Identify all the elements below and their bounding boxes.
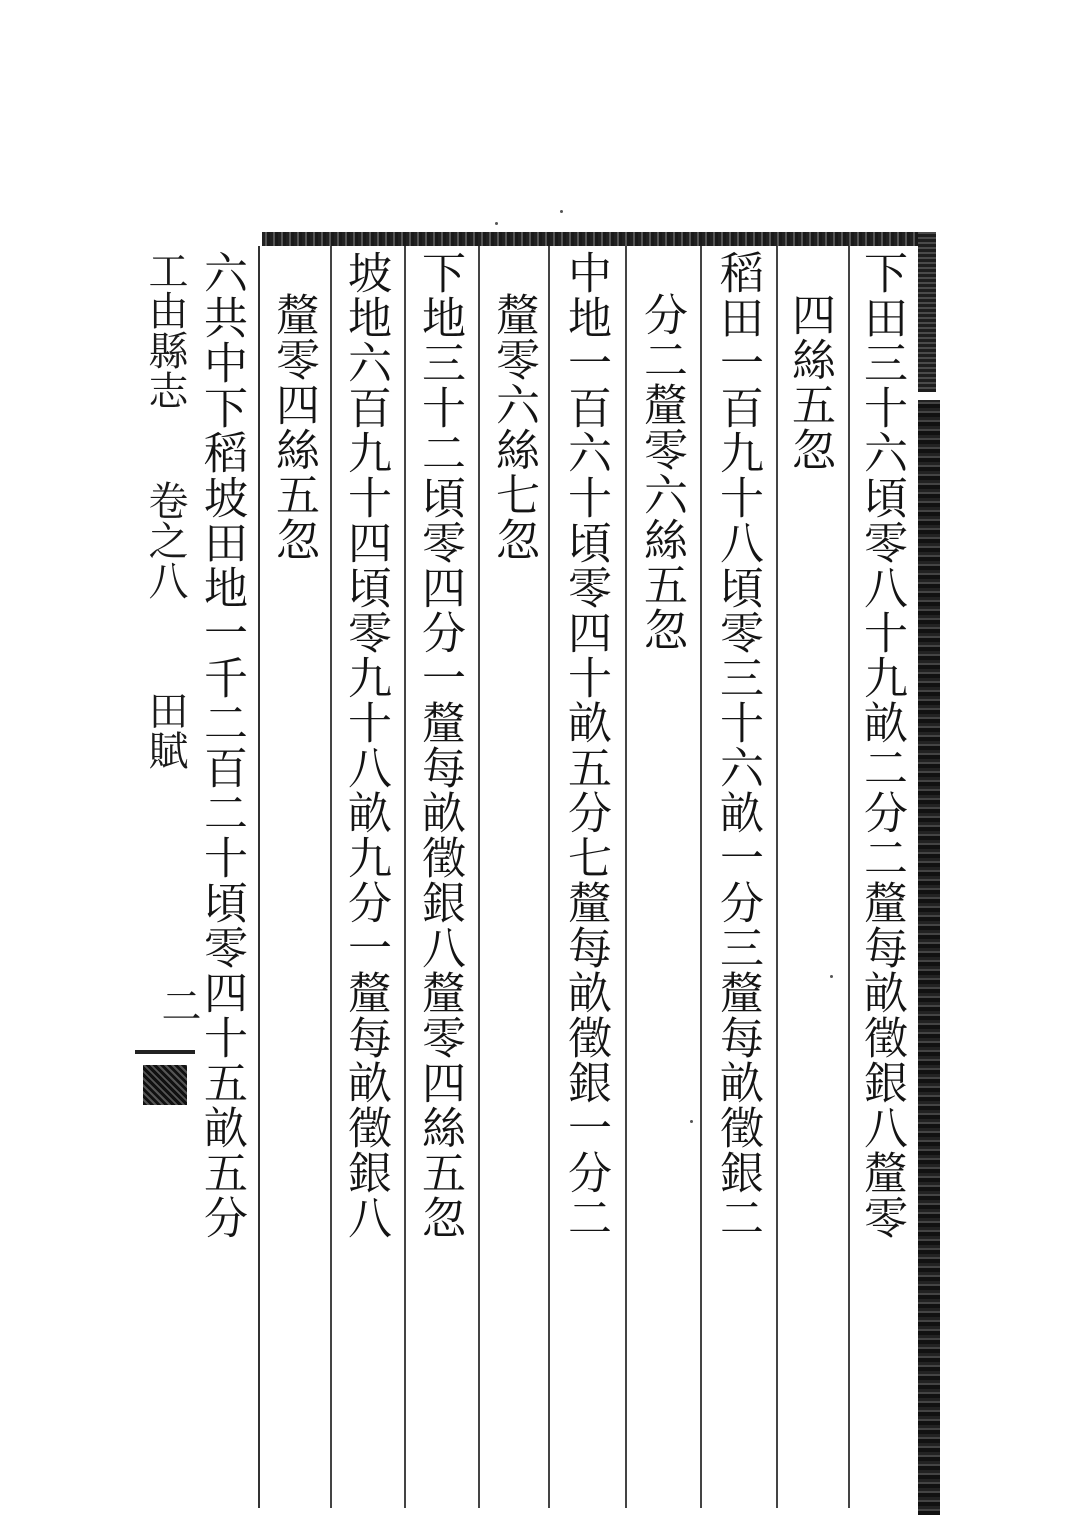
column-rule bbox=[548, 246, 550, 1508]
column-rule bbox=[478, 246, 480, 1508]
scan-speck bbox=[690, 1120, 693, 1123]
text-column-10: 六共中下稻坡田地一千二百二十頃零四十五畝五分 bbox=[196, 250, 247, 1240]
text-column-4: 分二釐零六絲五忽 bbox=[636, 292, 687, 652]
margin-section: 田賦 bbox=[142, 690, 188, 770]
frame-right-border-upper bbox=[918, 232, 936, 392]
text-column-3: 稻田一百九十八頃零三十六畝一分三釐每畝徵銀二 bbox=[712, 250, 763, 1240]
column-rule bbox=[625, 246, 627, 1508]
text-column-2: 四絲五忽 bbox=[784, 292, 835, 472]
column-rule bbox=[776, 246, 778, 1508]
column-rule bbox=[700, 246, 702, 1508]
fishtail-mark bbox=[135, 1050, 195, 1054]
text-column-7: 下地三十二頃零四分一釐每畝徵銀八釐零四絲五忽 bbox=[414, 250, 465, 1240]
scan-speck bbox=[560, 210, 563, 213]
fishtail-block bbox=[143, 1065, 187, 1105]
folio-number: 二 bbox=[155, 985, 201, 1025]
margin-volume: 卷之八 bbox=[142, 480, 188, 600]
text-column-8: 坡地六百九十四頃零九十八畝九分一釐每畝徵銀八 bbox=[340, 250, 391, 1240]
frame-top-border bbox=[262, 232, 936, 246]
text-column-1: 下田三十六頃零八十九畝二分二釐每畝徵銀八釐零 bbox=[856, 250, 907, 1240]
frame-left-rule bbox=[258, 246, 260, 1508]
margin-book-title: 工由縣志 bbox=[142, 250, 188, 410]
text-column-9: 釐零四絲五忽 bbox=[268, 292, 319, 562]
scan-speck bbox=[495, 222, 498, 225]
text-column-5: 中地一百六十頃零四十畝五分七釐每畝徵銀一分二 bbox=[560, 250, 611, 1240]
column-rule bbox=[330, 246, 332, 1508]
text-column-6: 釐零六絲七忽 bbox=[488, 292, 539, 562]
column-rule bbox=[404, 246, 406, 1508]
column-rule bbox=[848, 246, 850, 1508]
scan-speck bbox=[830, 975, 833, 978]
frame-right-border-lower bbox=[918, 400, 940, 1515]
